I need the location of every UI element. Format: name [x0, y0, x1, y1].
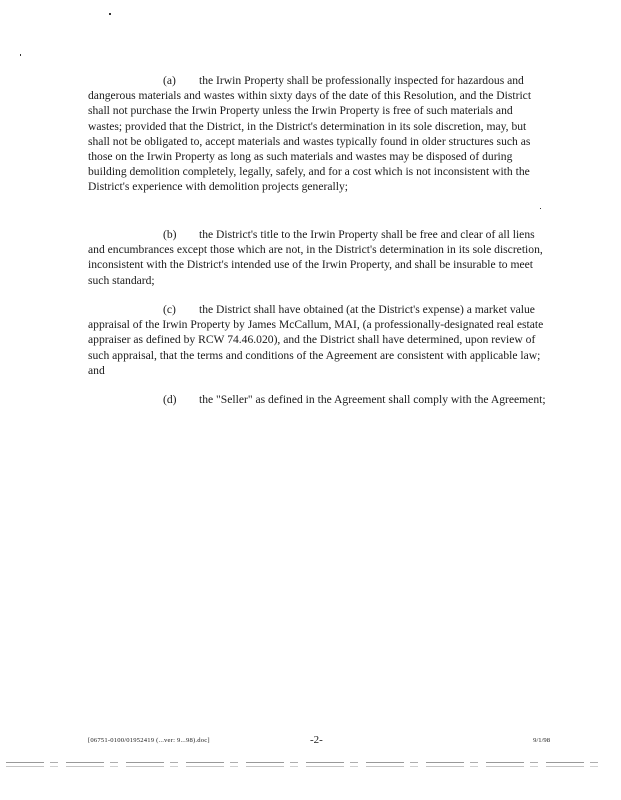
scan-speck [20, 54, 21, 56]
clause-b [88, 227, 546, 288]
scan-artifact-line [6, 762, 606, 763]
document-id: [06751-0100/01952419 (...ver: 9...98).doc] [88, 737, 210, 744]
scan-speck [540, 208, 541, 209]
clause-a [88, 73, 546, 195]
clause-letter: (c) [163, 303, 176, 316]
page-number: -2- [310, 734, 323, 746]
clause-text: the "Seller" as defined in the Agreement shall comply with the Agreement; [199, 393, 546, 406]
clause-text: the Irwin Property shall be professionally inspected for hazardous and dangerous materials and wastes within sixty days of the date of this Resolution, and the District shall not purchase the Irwin Property unless the Irwin Property is free of such materials and wastes; provided that the District, in the District's determination in its sole discretion, may, but shall not be obligated to, accept materials and wastes typically found in older structures such as those on the Irwin Property as long as such materials and wastes may be disposed of during building demolition completely, legally, safely, and for a cost which is not inconsistent with the District's experience with demolition projects generally; [88, 74, 532, 194]
clause-c [88, 302, 546, 378]
clause-letter: (b) [163, 228, 177, 241]
clause-text: the District's title to the Irwin Property shall be free and clear of all liens and encumbrances except those which are not, in the District's determination in its sole discretion, inconsistent with the District's intended use of the Irwin Property, and shall be insurable to meet such standard; [88, 228, 543, 287]
clause-letter: (d) [163, 393, 177, 406]
footer-date: 9/1/98 [533, 737, 550, 744]
scan-speck [109, 13, 111, 15]
page-footer [88, 735, 550, 749]
clause-d [88, 392, 546, 407]
clause-text: the District shall have obtained (at the District's expense) a market value appraisal of the Irwin Property by James McCallum, MAI, (a professionally-designated real estate appraiser as defined by RCW 74.46.020), and the District shall have determined, upon review of such appraisal, that the terms and conditions of the Agreement are consistent with applicable law; and [88, 303, 544, 377]
clause-letter: (a) [163, 74, 176, 87]
scan-artifact-line [6, 766, 606, 767]
